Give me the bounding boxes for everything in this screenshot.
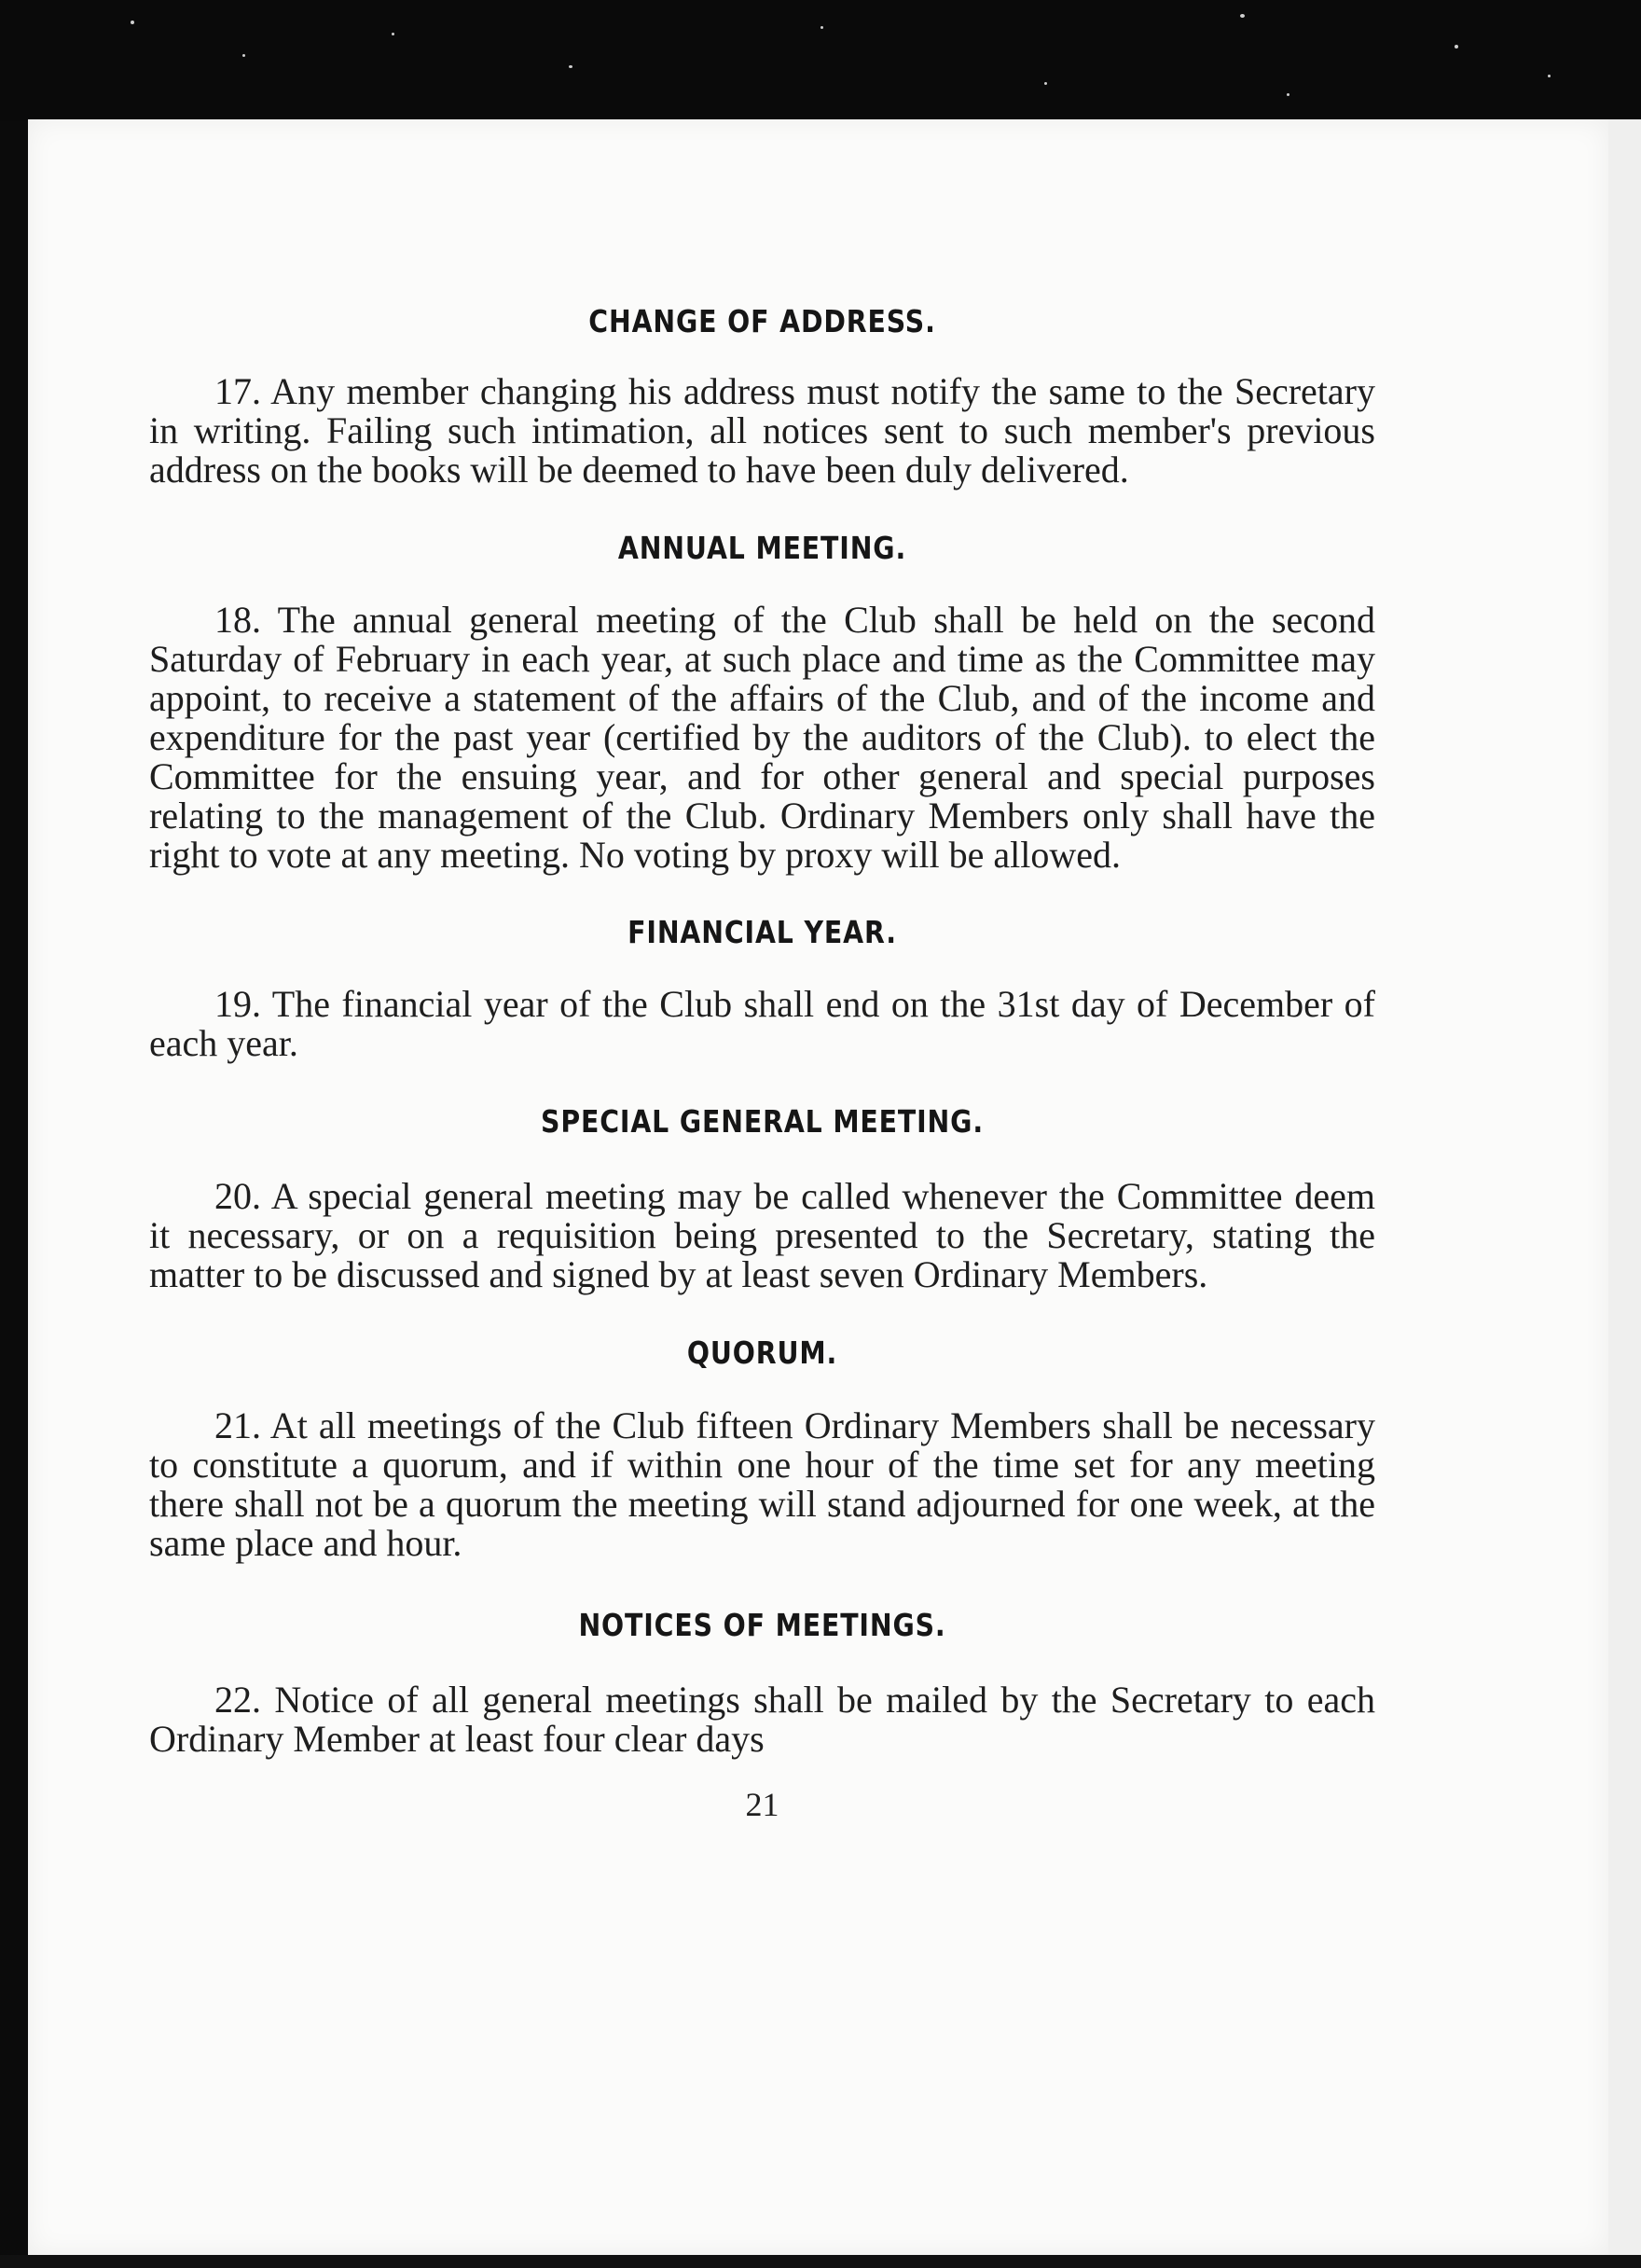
dust-speck bbox=[1455, 45, 1458, 48]
dust-speck bbox=[1548, 75, 1551, 77]
section-heading-special-general-meeting: SPECIAL GENERAL MEETING. bbox=[541, 1103, 984, 1140]
rule-paragraph-19: 19. The financial year of the Club shall end on the 31st day of December of each year. bbox=[149, 983, 1375, 1064]
dust-speck bbox=[392, 33, 394, 35]
dust-speck bbox=[242, 54, 245, 57]
dust-speck bbox=[131, 21, 134, 24]
rule-paragraph-22: 22. Notice of all general meetings shall be mailed by the Secretary to each Ordinary Member at least four clear days bbox=[149, 1679, 1375, 1760]
rule-paragraph-20: 20. A special general meeting may be called whenever the Committee deem it necessary, or on a requisition being presented to the Secretary, stating the matter to be discussed and signed by at least seven Ordinary Members. bbox=[149, 1175, 1375, 1295]
section-heading-annual-meeting: ANNUAL MEETING. bbox=[617, 530, 907, 566]
page-edge bbox=[1604, 119, 1641, 2268]
section-heading-notices-of-meetings: NOTICES OF MEETINGS. bbox=[578, 1607, 946, 1643]
scan-background-bottom bbox=[0, 2255, 1641, 2268]
dust-speck bbox=[1240, 14, 1245, 18]
rule-paragraph-17: 17. Any member changing his address must notify the same to the Secretary in writing. Failing such intimation, all notices sent to such member's previous address on the books will be deemed to have been duly delivered. bbox=[149, 370, 1375, 491]
rule-paragraph-18: 18. The annual general meeting of the Club shall be held on the second Saturday of February in each year, at such place and time as the Committee may appoint, to receive a statement of the affairs of the Club, and of the income and expenditure for the past year (certified by the auditors of the Club). to elect the Committee for the ensuing year, and for other general and special purposes relating to the management of the Club. Ordinary Members only shall have the right to vote at any meeting. No voting by proxy will be allowed. bbox=[149, 599, 1375, 876]
section-heading-quorum: QUORUM. bbox=[686, 1335, 838, 1371]
section-heading-financial-year: FINANCIAL YEAR. bbox=[627, 914, 897, 950]
page-content bbox=[149, 280, 1375, 1824]
dust-speck bbox=[820, 26, 823, 29]
dust-speck bbox=[569, 65, 572, 68]
scan-background-top bbox=[0, 0, 1641, 121]
page-number: 21 bbox=[745, 1786, 779, 1823]
dust-speck bbox=[1287, 93, 1289, 96]
dust-speck bbox=[1044, 82, 1047, 85]
rule-paragraph-21: 21. At all meetings of the Club fifteen Ordinary Members shall be necessary to constitute a quorum, and if within one hour of the time set for any meeting there shall not be a quorum the meeting will stand adjourned for one week, at the same place and hour. bbox=[149, 1404, 1375, 1564]
section-heading-change-of-address: CHANGE OF ADDRESS. bbox=[588, 303, 936, 339]
